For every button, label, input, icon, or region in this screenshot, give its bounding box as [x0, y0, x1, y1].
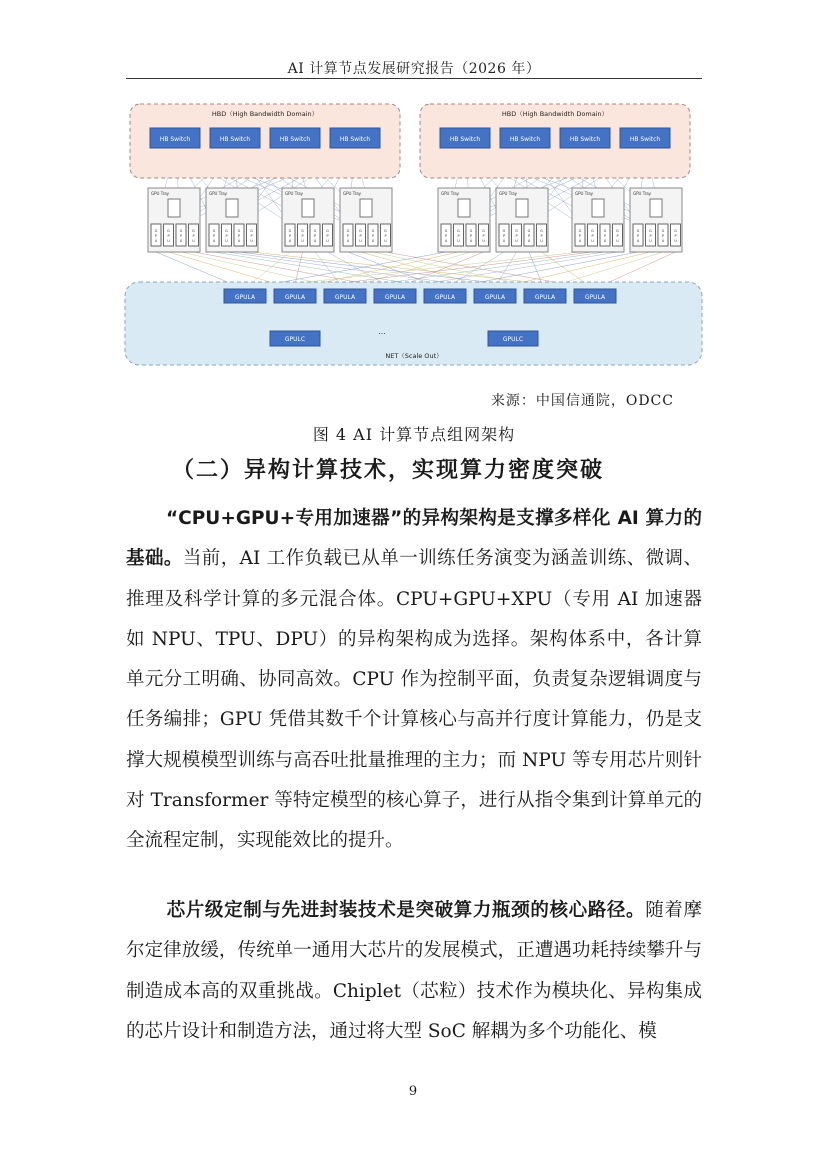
cpu-chip	[302, 199, 314, 217]
page-header: AI 计算节点发展研究报告（2026 年）	[287, 61, 541, 77]
gpu-label: G	[179, 229, 183, 233]
hb-switch-label: HB Switch	[629, 136, 661, 143]
hb-switch-label: HB Switch	[449, 136, 481, 143]
gpu-label: U	[636, 239, 640, 243]
gpu-tray-label: GPU Tray	[633, 191, 652, 196]
gpu-label: G	[603, 229, 607, 233]
cpu-chip	[458, 199, 470, 217]
paragraph-2-lead: 芯片级定制与先进封装技术是突破算力瓶颈的核心路径。	[166, 900, 646, 921]
gpu-label: P	[288, 234, 292, 238]
gpu-tray-label: GPU Tray	[151, 191, 170, 196]
gpu-label: U	[288, 239, 292, 243]
gpula-label: GPULA	[484, 294, 506, 301]
gpula-label: GPULA	[284, 294, 306, 301]
gpu-label: P	[515, 234, 518, 238]
gpu-label: G	[313, 229, 317, 233]
cpu-chip	[168, 199, 180, 217]
gpu-label: U	[167, 239, 170, 243]
figure-caption: 图 4 AI 计算节点组网架构	[312, 425, 516, 444]
paragraph-2	[126, 891, 702, 1052]
gpu-label: P	[540, 234, 543, 238]
gpu-label: U	[603, 239, 607, 243]
gpu-label: G	[444, 229, 448, 233]
gpu-label: U	[540, 239, 543, 243]
gpu-label: P	[371, 234, 375, 238]
gpu-label: G	[359, 229, 362, 233]
gpu-label: G	[326, 229, 329, 233]
gpu-label: G	[384, 229, 387, 233]
gpu-label: U	[649, 239, 652, 243]
gpula-label: GPULA	[534, 294, 556, 301]
gpu-label: U	[616, 239, 619, 243]
gpu-label: G	[649, 229, 652, 233]
gpu-label: P	[301, 234, 304, 238]
gpu-label: P	[636, 234, 640, 238]
gpula-label: GPULA	[334, 294, 356, 301]
gpu-label: P	[250, 234, 253, 238]
gpula-label: GPULA	[584, 294, 606, 301]
gpu-label: G	[167, 229, 170, 233]
gpu-label: G	[578, 229, 582, 233]
paragraph-1-lead: “CPU+GPU+专用加速器”的异构架构是支撑多样化 AI 算力的基础。	[126, 508, 702, 570]
gpu-label: U	[502, 239, 506, 243]
gpu-label: P	[167, 234, 170, 238]
gpu-label: G	[371, 229, 375, 233]
gpulc-ellipsis: ...	[378, 327, 386, 336]
gpu-label: U	[313, 239, 317, 243]
hbd-title-1: HBD（High Bandwidth Domain）	[211, 110, 319, 118]
gpu-label: G	[346, 229, 350, 233]
gpu-label: P	[212, 234, 216, 238]
gpu-label: P	[591, 234, 594, 238]
gpu-tray-label: GPU Tray	[343, 191, 362, 196]
gpu-tray-label: GPU Tray	[441, 191, 460, 196]
gpu-label: P	[192, 234, 195, 238]
gpu-label: G	[288, 229, 292, 233]
gpu-label: P	[457, 234, 460, 238]
paragraph-1	[126, 499, 702, 862]
gpu-label: U	[527, 239, 531, 243]
gpu-label: U	[661, 239, 665, 243]
gpu-label: P	[225, 234, 228, 238]
gpu-label: P	[179, 234, 183, 238]
gpula-label: GPULA	[434, 294, 456, 301]
gpu-label: U	[469, 239, 473, 243]
hb-switch-label: HB Switch	[569, 136, 601, 143]
gpu-label: U	[359, 239, 362, 243]
gpu-label: P	[661, 234, 665, 238]
hb-switch-label: HB Switch	[509, 136, 541, 143]
gpulc-label: GPULC	[284, 336, 306, 343]
section-heading: （二）异构计算技术，实现算力密度突破	[172, 458, 605, 483]
gpu-label: U	[346, 239, 350, 243]
gpu-label: U	[301, 239, 304, 243]
gpu-label: G	[636, 229, 640, 233]
gpu-label: U	[212, 239, 216, 243]
gpu-label: G	[225, 229, 228, 233]
hb-switch-label: HB Switch	[279, 136, 311, 143]
gpu-tray-label: GPU Tray	[209, 191, 228, 196]
gpu-label: P	[616, 234, 619, 238]
gpu-label: G	[591, 229, 594, 233]
cpu-chip	[650, 199, 662, 217]
gpu-label: G	[674, 229, 677, 233]
gpu-label: U	[457, 239, 460, 243]
gpu-label: U	[444, 239, 448, 243]
header-rule	[126, 78, 702, 79]
gpu-label: G	[237, 229, 241, 233]
page-number: 9	[408, 1084, 418, 1099]
gpu-label: P	[346, 234, 350, 238]
gpu-label: G	[457, 229, 460, 233]
gpu-label: P	[359, 234, 362, 238]
gpu-label: G	[469, 229, 473, 233]
gpu-label: P	[313, 234, 317, 238]
gpu-label: U	[515, 239, 518, 243]
figure-source: 来源：中国信通院，ODCC	[490, 393, 674, 409]
gpu-label: G	[212, 229, 216, 233]
gpu-label: G	[482, 229, 485, 233]
gpu-label: G	[540, 229, 543, 233]
gpu-label: U	[578, 239, 582, 243]
gpula-label: GPULA	[384, 294, 406, 301]
gpu-label: G	[616, 229, 619, 233]
gpu-label: P	[502, 234, 506, 238]
gpu-label: U	[237, 239, 241, 243]
gpu-label: P	[527, 234, 531, 238]
paragraph-2-body: 随着摩尔定律放缓，传统单一通用大芯片的发展模式，正遭遇功耗持续攀升与制造成本高的双重挑战。Chiplet（芯粒）技术作为模块化、异构集成的芯片设计和制造方法，通过将大型 SoC 解耦为多个功能化、模	[126, 900, 702, 1042]
gpu-label: P	[384, 234, 387, 238]
gpu-label: P	[469, 234, 473, 238]
cpu-chip	[360, 199, 372, 217]
gpu-label: G	[502, 229, 506, 233]
net-title: NET（Scale Out）	[385, 352, 443, 360]
gpu-label: G	[192, 229, 195, 233]
gpu-label: G	[515, 229, 518, 233]
gpu-label: U	[179, 239, 183, 243]
gpu-label: G	[661, 229, 665, 233]
gpu-label: G	[250, 229, 253, 233]
gpu-label: U	[482, 239, 485, 243]
gpu-label: P	[578, 234, 582, 238]
gpu-tray-label: GPU Tray	[575, 191, 594, 196]
gpu-label: U	[384, 239, 387, 243]
gpu-label: P	[237, 234, 241, 238]
hbd-title-2: HBD（High Bandwidth Domain）	[501, 110, 609, 118]
cpu-chip	[516, 199, 528, 217]
network-architecture-diagram	[124, 102, 704, 368]
gpu-label: U	[225, 239, 228, 243]
gpu-label: G	[154, 229, 158, 233]
gpu-label: U	[371, 239, 375, 243]
gpu-label: U	[674, 239, 677, 243]
hb-switch-label: HB Switch	[219, 136, 251, 143]
gpu-label: U	[192, 239, 195, 243]
gpu-label: P	[649, 234, 652, 238]
hb-switch-label: HB Switch	[159, 136, 191, 143]
gpu-label: P	[674, 234, 677, 238]
gpu-label: P	[326, 234, 329, 238]
gpu-tray-label: GPU Tray	[499, 191, 518, 196]
cpu-chip	[226, 199, 238, 217]
gpu-tray-label: GPU Tray	[285, 191, 304, 196]
cpu-chip	[592, 199, 604, 217]
gpu-label: P	[154, 234, 158, 238]
gpu-label: G	[301, 229, 304, 233]
gpu-label: P	[482, 234, 485, 238]
gpula-label: GPULA	[234, 294, 256, 301]
gpu-label: P	[603, 234, 607, 238]
gpu-label: P	[444, 234, 448, 238]
gpu-label: U	[326, 239, 329, 243]
gpulc-label: GPULC	[502, 336, 524, 343]
gpu-label: U	[250, 239, 253, 243]
gpu-label: U	[154, 239, 158, 243]
gpu-label: G	[527, 229, 531, 233]
hb-switch-label: HB Switch	[339, 136, 371, 143]
gpu-label: U	[591, 239, 594, 243]
paragraph-1-body: 当前，AI 工作负载已从单一训练任务演变为涵盖训练、微调、推理及科学计算的多元混合体。CPU+GPU+XPU（专用 AI 加速器如 NPU、TPU、DPU）的异构架构成为选择。架构体系中，各计算单元分工明确、协同高效。CPU 作为控制平面，负责复杂逻辑调度与任务编排；GPU 凭借其数千个计算核心与高并行度计算能力，仍是支撑大规模模型训练与高吞吐批量推理的主力；而 NPU 等专用芯片则针对 Transformer 等特定模型的核心算子，进行从指令集到计算单元的全流程定制，实现能效比的提升。	[126, 548, 702, 852]
